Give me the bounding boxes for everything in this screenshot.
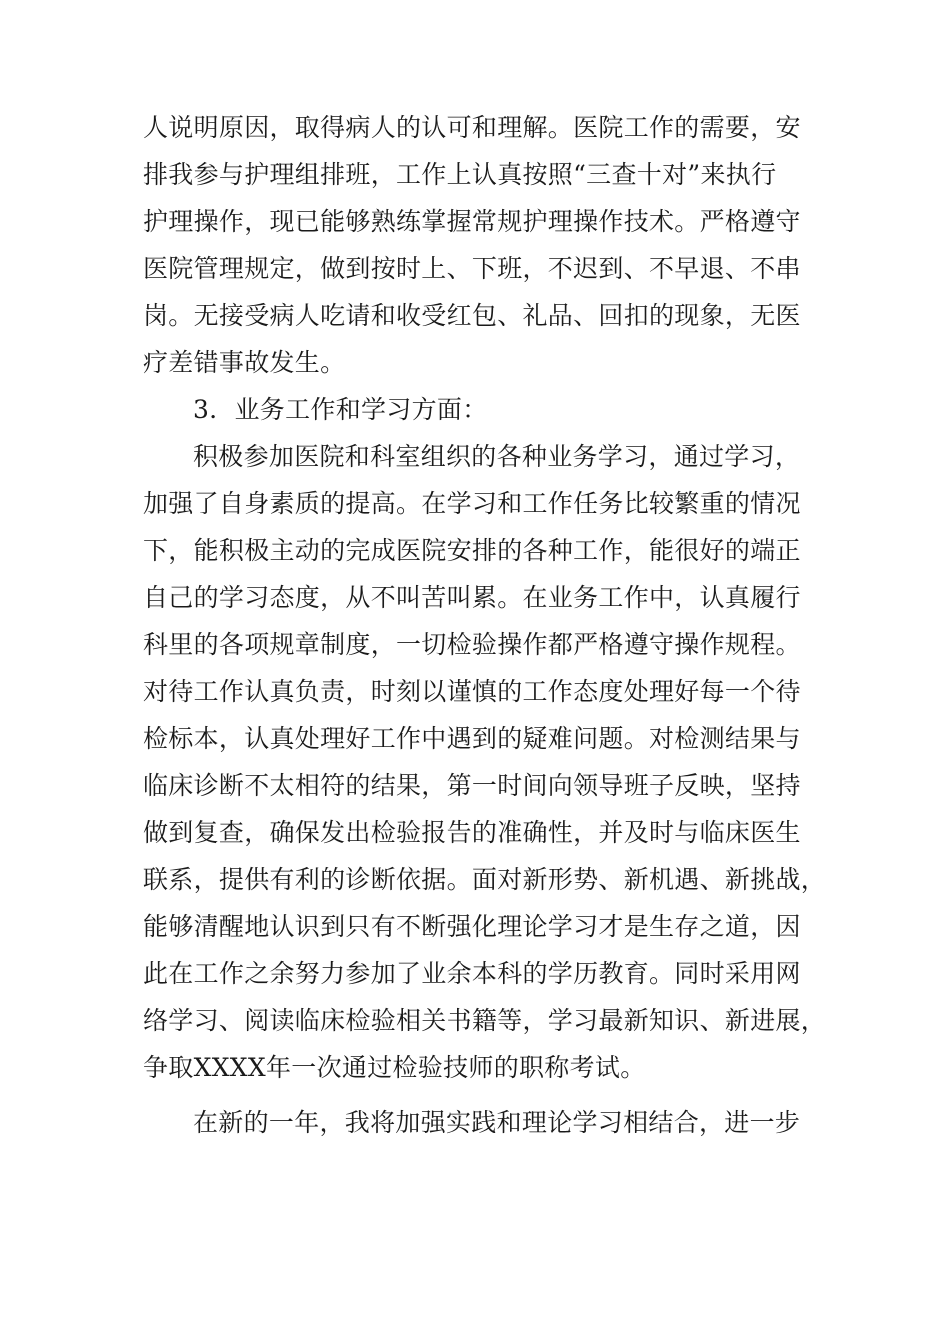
paragraph-line: 下，能积极主动的完成医院安排的各种工作，能很好的端正 [143, 536, 801, 565]
continuation-paragraph [143, 104, 818, 386]
paragraph-line: 做到复查，确保发出检验报告的准确性，并及时与临床医生 [143, 818, 801, 847]
paragraph-line: 此在工作之余努力参加了业余本科的学历教育。同时采用网 [143, 959, 801, 988]
paragraph-line: 加强了自身素质的提高。在学习和工作任务比较繁重的情况 [143, 489, 801, 518]
paragraph-line: 检标本，认真处理好工作中遇到的疑难问题。对检测结果与 [143, 724, 801, 753]
paragraph-line: 岗。无接受病人吃请和收受红包、礼品、回扣的现象，无医 [143, 301, 801, 330]
paragraph-line: 疗差错事故发生。 [143, 348, 346, 377]
document-body [143, 104, 827, 1146]
paragraph-line: 联系，提供有利的诊断依据。面对新形势、新机遇、新挑战， [143, 865, 827, 894]
paragraph-line: 能够清醒地认识到只有不断强化理论学习才是生存之道，因 [143, 912, 801, 941]
paragraph-line: 排我参与护理组排班，工作上认真按照“三查十对”来执行 [143, 160, 777, 189]
closing-paragraph [143, 1099, 818, 1146]
paragraph-line: 科里的各项规章制度，一切检验操作都严格遵守操作规程。 [143, 630, 801, 659]
paragraph-line: 医院管理规定，做到按时上、下班，不迟到、不早退、不串 [143, 254, 801, 283]
paragraph-line: 自己的学习态度，从不叫苦叫累。在业务工作中，认真履行 [143, 583, 801, 612]
paragraph-line: 络学习、阅读临床检验相关书籍等，学习最新知识、新进展， [143, 1006, 827, 1035]
paragraph-line: 积极参加医院和科室组织的各种业务学习，通过学习， [193, 442, 801, 471]
paragraph-line: 对待工作认真负责，时刻以谨慎的工作态度处理好每一个待 [143, 677, 801, 706]
paragraph-line: 临床诊断不太相符的结果，第一时间向领导班子反映，坚持 [143, 771, 801, 800]
paragraph-line: 争取XXXX年一次通过检验技师的职称考试。 [143, 1053, 646, 1082]
study-paragraph [143, 433, 827, 1091]
paragraph-line: 在新的一年，我将加强实践和理论学习相结合，进一步 [193, 1108, 801, 1137]
section-heading: 3．业务工作和学习方面： [193, 395, 488, 424]
paragraph-line: 人说明原因，取得病人的认可和理解。医院工作的需要，安 [143, 113, 801, 142]
paragraph-line: 护理操作，现已能够熟练掌握常规护理操作技术。严格遵守 [143, 207, 801, 236]
